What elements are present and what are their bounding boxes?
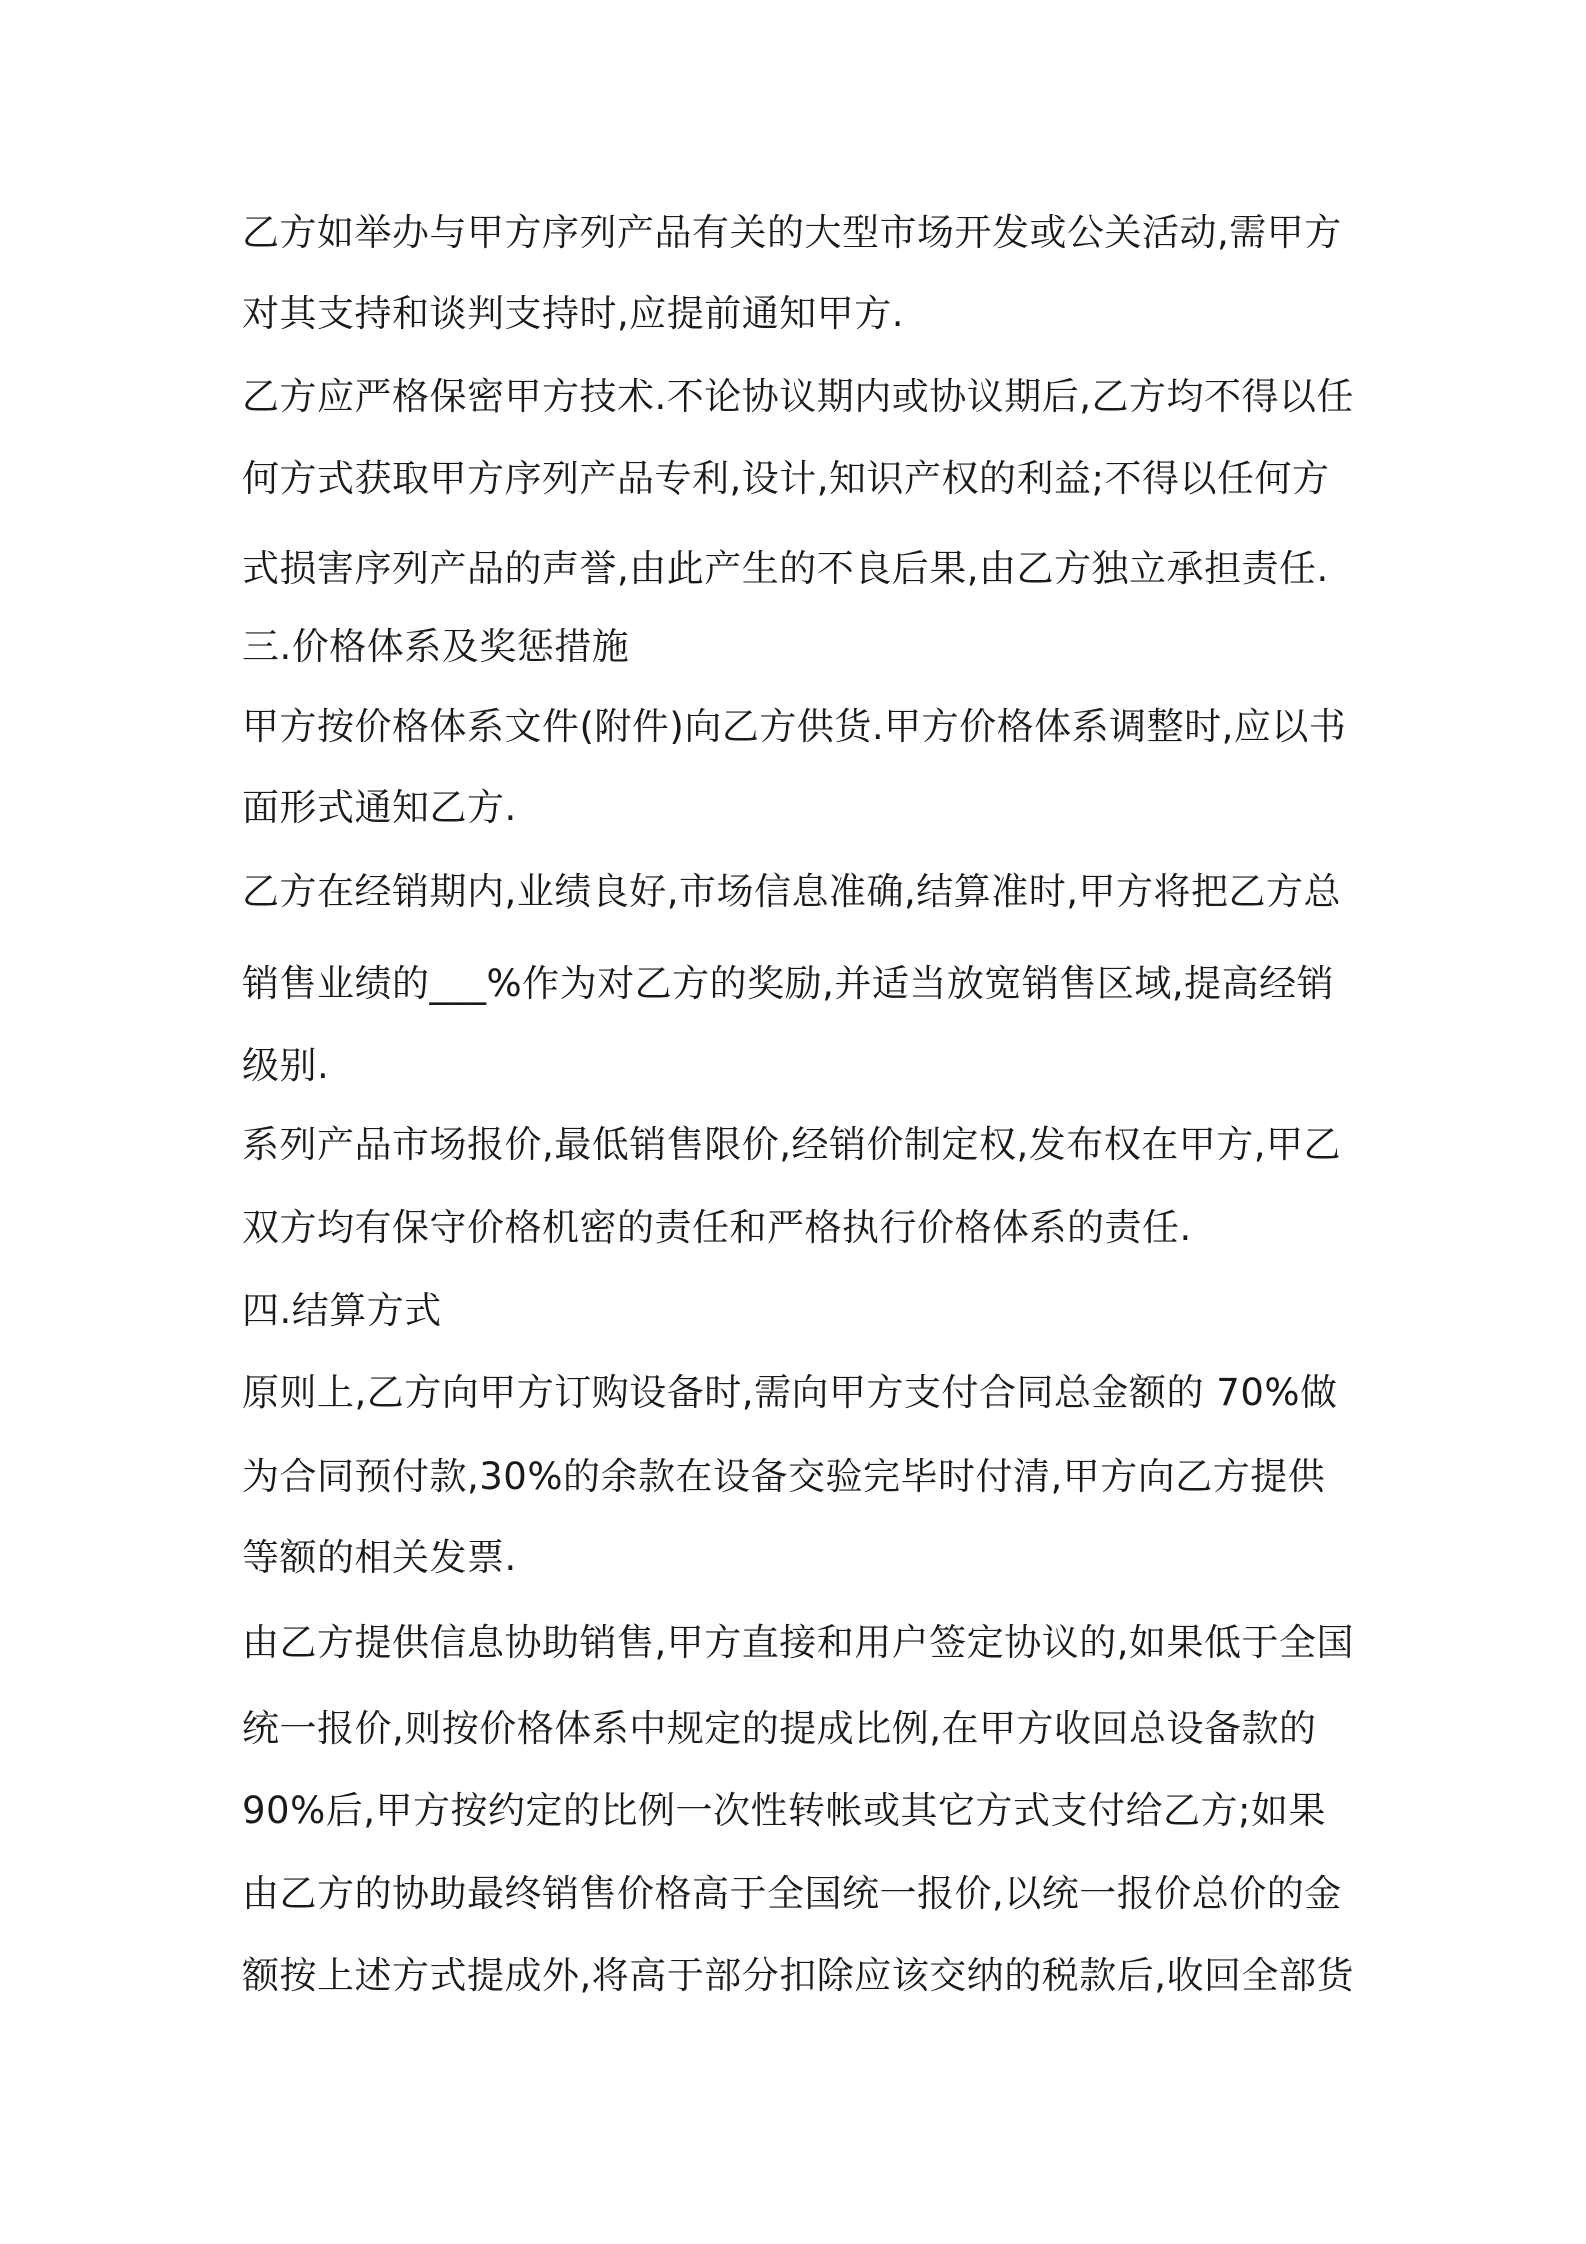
text-line: 为合同预付款,30%的余款在设备交验完毕时付清,甲方向乙方提供 [242, 1455, 1326, 1498]
text-line: 90%后,甲方按约定的比例一次性转帐或其它方式支付给乙方;如果 [242, 1789, 1326, 1832]
text-line: 原则上,乙方向甲方订购设备时,需向甲方支付合同总金额的 70%做 [242, 1371, 1338, 1414]
text-line: 系列产品市场报价,最低销售限价,经销价制定权,发布权在甲方,甲乙 [242, 1123, 1342, 1166]
text-line: 何方式获取甲方序列产品专利,设计,知识产权的利益;不得以任何方 [242, 457, 1330, 500]
section-heading: 三.价格体系及奖惩措施 [242, 625, 630, 668]
text-line: 额按上述方式提成外,将高于部分扣除应该交纳的税款后,收回全部货 [242, 1954, 1355, 1997]
text-line: 甲方按价格体系文件(附件)向乙方供货.甲方价格体系调整时,应以书 [242, 705, 1347, 748]
text-line: 级别. [242, 1044, 330, 1087]
text-line: 乙方应严格保密甲方技术.不论协议期内或协议期后,乙方均不得以任 [242, 375, 1355, 418]
text-line: 面形式通知乙方. [242, 786, 517, 829]
text-line: 等额的相关发票. [242, 1536, 517, 1579]
text-line: 销售业绩的___%作为对乙方的奖励,并适当放宽销售区域,提高经销 [242, 962, 1335, 1005]
text-line: 乙方在经销期内,业绩良好,市场信息准确,结算准时,甲方将把乙方总 [242, 870, 1342, 913]
text-line: 统一报价,则按价格体系中规定的提成比例,在甲方收回总设备款的 [242, 1707, 1317, 1750]
text-line: 式损害序列产品的声誉,由此产生的不良后果,由乙方独立承担责任. [242, 547, 1329, 590]
text-line: 由乙方的协助最终销售价格高于全国统一报价,以统一报价总价的金 [242, 1872, 1342, 1915]
text-line: 双方均有保守价格机密的责任和严格执行价格体系的责任. [242, 1206, 1192, 1249]
text-line: 对其支持和谈判支持时,应提前通知甲方. [242, 292, 905, 335]
text-line: 乙方如举办与甲方序列产品有关的大型市场开发或公关活动,需甲方 [242, 211, 1342, 254]
section-heading: 四.结算方式 [242, 1289, 442, 1332]
text-line: 由乙方提供信息协助销售,甲方直接和用户签定协议的,如果低于全国 [242, 1621, 1355, 1664]
